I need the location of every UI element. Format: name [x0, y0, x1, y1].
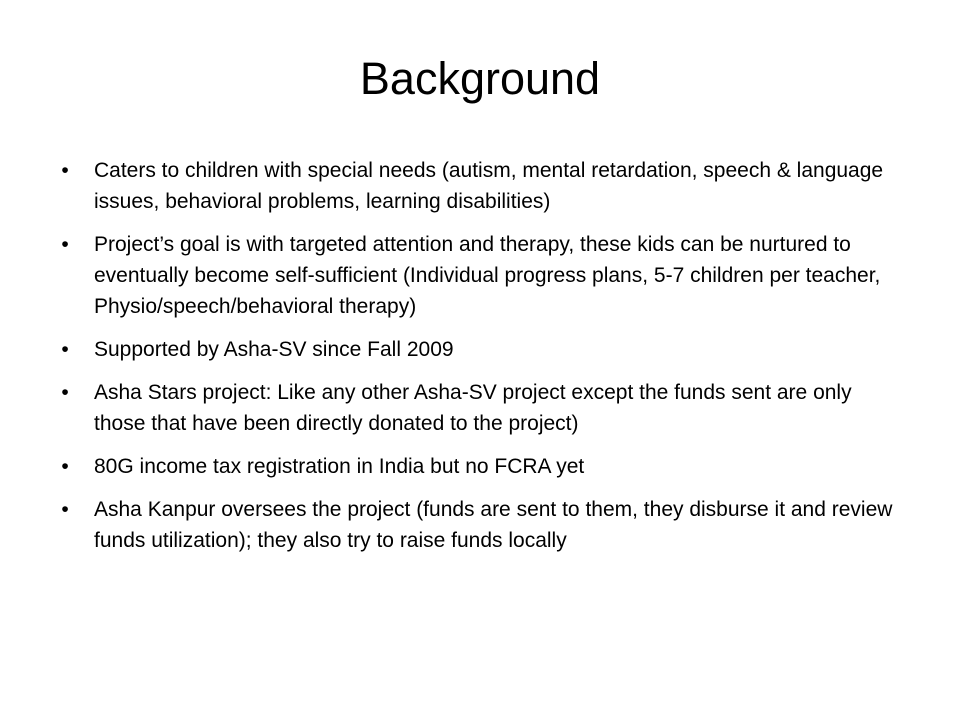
bullet-text: 80G income tax registration in India but no FCRA yet — [94, 455, 585, 478]
bullet-item — [58, 377, 898, 439]
bullet-text: Asha Kanpur oversees the project (funds are sent to them, they disburse it and review funds utilization); they also try to raise funds locally — [94, 498, 893, 552]
bullet-item — [58, 494, 898, 556]
bullet-text: Project’s goal is with targeted attention and therapy, these kids can be nurtured to eventually become self-sufficient (Individual progress plans, 5-7 children per teacher, Physio/speech/behavioral therapy) — [94, 233, 881, 318]
bullet-point-icon: • — [61, 498, 69, 521]
bullet-point-icon: • — [61, 455, 69, 478]
bullet-point-icon: • — [61, 338, 69, 361]
bullet-item — [58, 155, 898, 217]
bullet-item — [58, 229, 898, 322]
bullet-item — [58, 334, 898, 365]
bullet-text: Supported by Asha-SV since Fall 2009 — [94, 338, 454, 361]
bullet-point-icon: • — [61, 233, 69, 256]
bullet-point-icon: • — [61, 159, 69, 182]
bullet-text: Caters to children with special needs (autism, mental retardation, speech & language issues, behavioral problems, learning disabilities) — [94, 159, 884, 213]
bullet-text: Asha Stars project: Like any other Asha-SV project except the funds sent are only those that have been directly donated to the project) — [94, 381, 852, 435]
slide-title: Background — [359, 53, 601, 104]
bullet-point-icon: • — [61, 381, 69, 404]
bullet-list — [58, 155, 898, 568]
bullet-item — [58, 451, 898, 482]
